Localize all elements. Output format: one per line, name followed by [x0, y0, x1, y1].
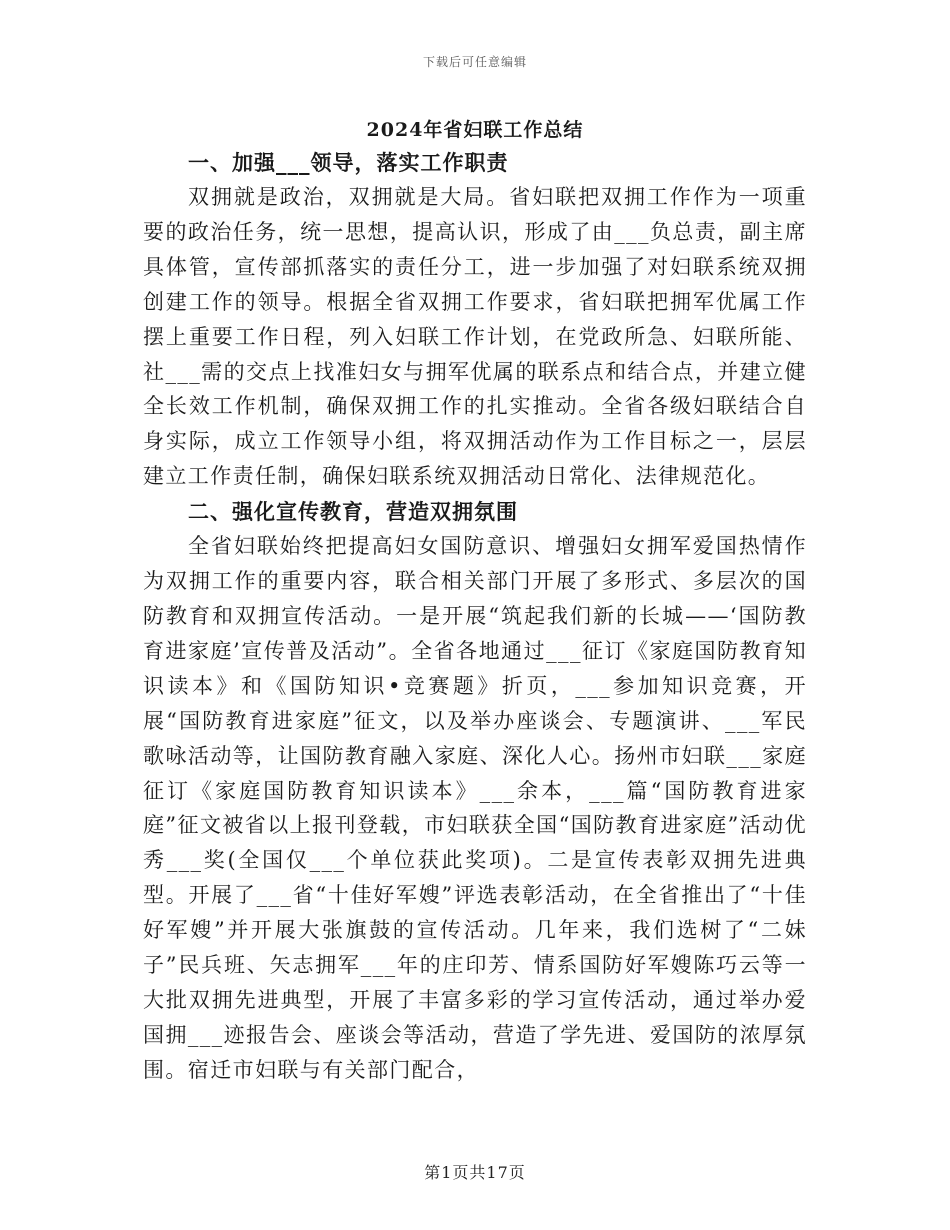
section-heading-2: 二、强化宣传教育，营造双拥氛围	[188, 499, 518, 525]
document-title: 2024年省妇联工作总结	[366, 119, 584, 141]
section-paragraph-2: 全省妇联始终把提高妇女国防意识、增强妇女拥军爱国热情作为双拥工作的重要内容，联合相关部门开展了多形式、多层次的国防教育和双拥宣传活动。一是开展“筑起我们新的长城——‘国防教育进家庭’宣传普及活动”。全省各地通过___征订《家庭国防教育知识读本》和《国防知识•竞赛题》折页，___参加知识竞赛，开展“国防教育进家庭”征文，以及举办座谈会、专题演讲、___军民歌咏活动等，让国防教育融入家庭、深化人心。扬州市妇联___家庭征订《家庭国防教育知识读本》___余本，___篇“国防教育进家庭”征文被省以上报刊登载，市妇联获全国“国防教育进家庭”活动优秀___奖(全国仅___个单位获此奖项)。二是宣传表彰双拥先进典型。开展了___省“十佳好军嫂”评选表彰活动，在全省推出了“十佳好军嫂”并开展大张旗鼓的宣传活动。几年来，我们选树了“二妹子”民兵班、矢志拥军___年的庄印芳、情系国防好军嫂陈巧云等一大批双拥先进典型，开展了丰富多彩的学习宣传活动，通过举办爱国拥___迹报告会、座谈会等活动，营造了学先进、爱国防的浓厚氛围。宿迁市妇联与有关部门配合，	[143, 534, 807, 1082]
page-number: 第1页共17页	[424, 1163, 526, 1182]
document-body	[143, 146, 807, 1088]
section-heading-1: 一、加强___领导，落实工作职责	[188, 150, 509, 175]
header-note: 下载后可任意编辑	[422, 55, 527, 69]
section-paragraph-1: 双拥就是政治，双拥就是大局。省妇联把双拥工作作为一项重要的政治任务，统一思想，提高认识，形成了由___负总责，副主席具体管，宣传部抓落实的责任分工，进一步加强了对妇联系统双拥创建工作的领导。根据全省双拥工作要求，省妇联把拥军优属工作摆上重要工作日程，列入妇联工作计划，在党政所急、妇联所能、社___需的交点上找准妇女与拥军优属的联系点和结合点，并建立健全长效工作机制，确保双拥工作的扎实推动。全省各级妇联结合自身实际，成立工作领导小组，将双拥活动作为工作目标之一，层层建立工作责任制，确保妇联系统双拥活动日常化、法律规范化。	[143, 185, 807, 489]
